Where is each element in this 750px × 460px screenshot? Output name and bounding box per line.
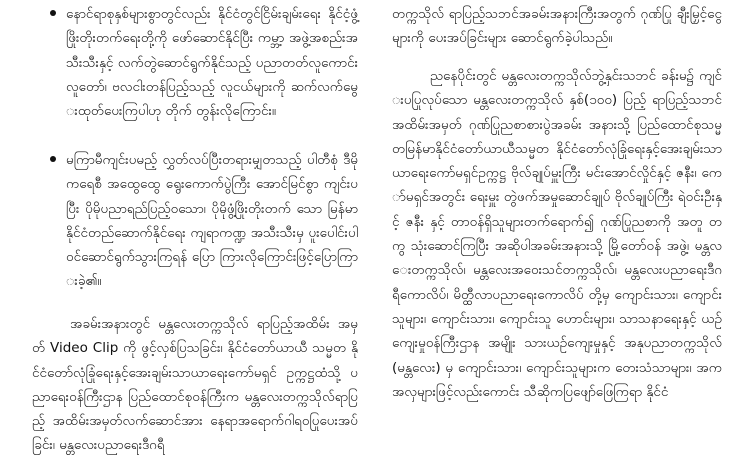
bullet-item [38,2,358,123]
paragraph: အခမ်းအနားတွင် မန္တလေးတက္ကသိုလ် ရာပြည့်အထိမ်း အမှတ် Video Clip ကို ဖွင့်လှစ်ပြသခြင်း၊ နိုင်ငံတော်ယာယီ သမ္မတ နိုင်ငံတော်လုံခြုံရေးနှင့်အေးချမ်းသာယာရေးကော်မရှင် ဥက္ကဋ္ဌထံသို့ ပညာရေးဝန်ကြီးဌာန ပြည်ထောင်စုဝန်ကြီးက မန္တလေးတက္ကသိုလ်ရာပြည့် အထိမ်းအမှတ်လက်ဆောင်အား နေရာအရောက်ဂါရဝပြုပေးအပ်ခြင်း၊ မန္တလေးပညာရေးဒီဂရီ [32,316,358,454]
bullet-text: နောင်ရာစုနှစ်များစွာတွင်လည်း နိုင်ငံတွင်ငြိမ်းချမ်းရေး နိုင်ငံ့ဖွံ့ဖြိုးတိုးတက်ရေးတို့ကို ဖော်ဆောင်နိုင်ပြီး ကမ္ဘာ့ အဖွဲ့အစည်းအသီးသီးနှင့် လက်တွဲဆောင်ရွက်နိုင်သည့် ပညာတတ်လူကောင်းလူတော်၊ ဗလငါးတန်ပြည့်သည့် လူငယ်များကို ဆက်လက်မွေးထုတ်ပေးကြပါဟု တိုက် တွန်းလိုကြောင်း။ [66,6,358,120]
bullet-icon [50,156,56,162]
paragraph: တက္ကသိုလ် ရာပြည့်သဘင်အခမ်းအနားကြီးအတွက် ဂုဏ်ပြု ချီးမြှင့်ငွေများကို ပေးအပ်ခြင်းများ ဆောင်ရွက်ခဲ့ပါသည်။ [392,6,722,47]
bullet-text: မကြာမီကျင်းပမည့် လွှတ်လပ်ပြီးတရားမျှတသည့် ပါတီစုံ ဒီမိုကရေစီ အထွေထွေ ရွေးကောက်ပွဲကြီး အောင်မြင်စွာ ကျင်းပပြီး ပိုမိုပညာရည်ပြည့်ဝသော၊ ပိုမိုဖွံ့ဖြိုးတိုးတက် သော မြန်မာနိုင်ငံတည်ဆောက်နိုင်ရေး ကျရာကဏ္ဍ အသီးသီးမှ ပူးပေါင်းပါဝင်ဆောင်ရွက်သွားကြရန် ပြော ကြားလိုကြောင်းဖြင့်ပြောကြားခဲ့၏။ [66,152,358,290]
paragraph: ညနေပိုင်းတွင် မန္တလေးတက္ကသိုလ်ဘွဲ့နှင်းသဘင် ခန်းမ၌ ကျင်းပပြုလုပ်သော မန္တလေးတက္ကသိုလ် နှစ်(၁၀၀) ပြည့် ရာပြည့်သဘင်အထိမ်းအမှတ် ဂုဏ်ပြုညစာစားပွဲအခမ်း အနားသို့ ပြည်ထောင်စုသမ္မတမြန်မာနိုင်ငံတော်ယာယီသမ္မတ နိုင်ငံတော်လုံခြုံရေးနှင့်အေးချမ်းသာယာရေးကော်မရှင်ဥက္ကဋ္ဌ ဗိုလ်ချုပ်မှူးကြီး မင်းအောင်လှိုင်နှင့် ဇနီး၊ ကော်မရှင်အတွင်း ရေးမှူး တွဲဖက်အမှုဆောင်ချုပ် ဗိုလ်ချုပ်ကြီး ရဲဝင်းဦးနှင့် ဇနီး နှင့် တာဝန်ရှိသူများတက်ရောက်၍ ဂုဏ်ပြုညစာကို အတူ တကွ သုံးဆောင်ကြပြီး အဆိုပါအခမ်းအနားသို့ မြို့တော်ဝန် အဖွဲ့၊ မန္တလေးတက္ကသိုလ်၊ မန္တလေးအဝေးသင်တက္ကသိုလ်၊ မန္တလေးပညာရေးဒီဂရီကောလိပ်၊ မိတ္ထီလာပညာရေးကောလိပ် တို့မှ ကျောင်းသား၊ ကျောင်းသူများ၊ ကျောင်းသား၊ ကျောင်းသူ ဟောင်းများ၊ သာသနာရေးနှင့် ယဉ်ကျေးမှုဝန်ကြီးဌာန အမျိုး သားယဉ်ကျေးမှုနှင့် အနုပညာတက္ကသိုလ် (မန္တလေး) မှ ကျောင်းသား၊ ကျောင်းသူများက တေးသံသာများ၊ အက အလှများဖြင့်လည်းကောင်း သီဆိုကပြဖျော်ဖြေကြရာ နိုင်ငံ [392,68,722,400]
bullet-item [38,148,358,294]
bullet-icon [50,10,56,16]
